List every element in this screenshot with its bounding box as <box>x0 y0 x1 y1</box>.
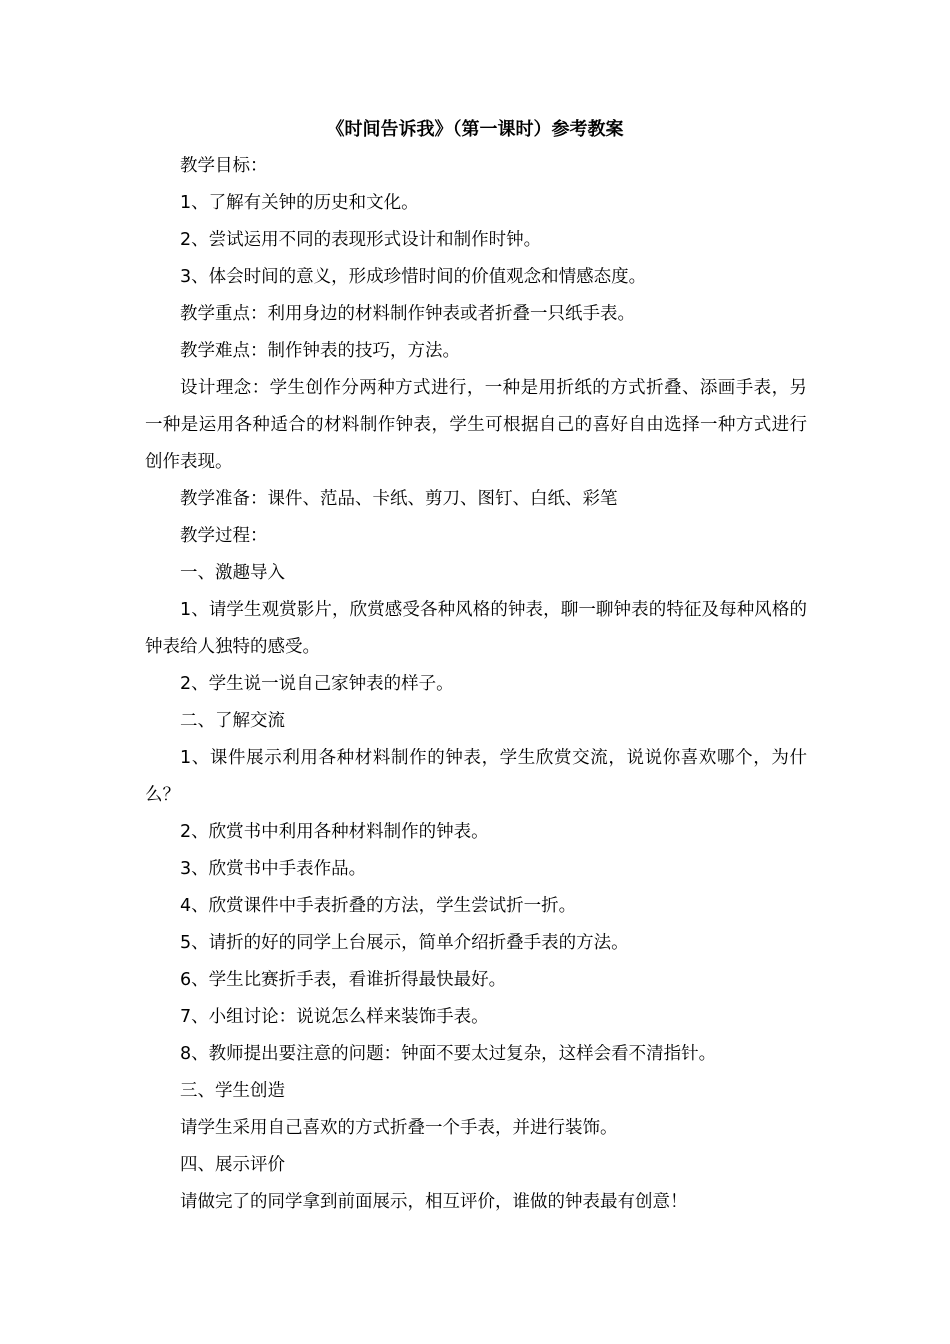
teaching-key-point: 教学重点：利用身边的材料制作钟表或者折叠一只纸手表。 <box>180 304 635 324</box>
objective-item-1: 1、了解有关钟的历史和文化。 <box>180 193 419 213</box>
section-2-item-3: 3、欣赏书中手表作品。 <box>180 859 367 879</box>
document-body <box>145 148 807 1221</box>
objective-item-2: 2、尝试运用不同的表现形式设计和制作时钟。 <box>180 230 542 250</box>
objective-item-3: 3、体会时间的意义，形成珍惜时间的价值观念和情感态度。 <box>180 267 647 287</box>
document-title: 《时间告诉我》（第一课时）参考教案 <box>326 119 624 140</box>
section-2-item-7: 7、小组讨论：说说怎么样来装饰手表。 <box>180 1007 489 1027</box>
section-1-item-2: 2、学生说一说自己家钟表的样子。 <box>180 674 454 694</box>
section-2-item-8: 8、教师提出要注意的问题：钟面不要太过复杂，这样会看不清指针。 <box>180 1044 717 1064</box>
section-3-text: 请学生采用自己喜欢的方式折叠一个手表，并进行装饰。 <box>180 1118 618 1138</box>
section-heading-1: 一、激趣导入 <box>180 563 285 583</box>
heading-teaching-process: 教学过程： <box>180 526 268 546</box>
section-2-item-4: 4、欣赏课件中手表折叠的方法，学生尝试折一折。 <box>180 896 577 916</box>
design-concept: 设计理念：学生创作分两种方式进行，一种是用折纸的方式折叠、添画手表，另一种是运用各种适合的材料制作钟表，学生可根据自己的喜好自由选择一种方式进行创作表现。 <box>145 378 807 472</box>
heading-teaching-objectives: 教学目标： <box>180 156 268 176</box>
section-1-item-1: 1、请学生观赏影片，欣赏感受各种风格的钟表，聊一聊钟表的特征及每种风格的钟表给人独特的感受。 <box>145 600 807 657</box>
section-4-text: 请做完了的同学拿到前面展示，相互评价，谁做的钟表最有创意！ <box>180 1192 688 1212</box>
section-2-item-1: 1、课件展示利用各种材料制作的钟表，学生欣赏交流，说说你喜欢哪个，为什么？ <box>145 748 807 805</box>
section-heading-3: 三、学生创造 <box>180 1081 285 1101</box>
section-2-item-2: 2、欣赏书中利用各种材料制作的钟表。 <box>180 822 489 842</box>
section-heading-4: 四、展示评价 <box>180 1155 285 1175</box>
teaching-difficulty: 教学难点：制作钟表的技巧，方法。 <box>180 341 460 361</box>
section-2-item-6: 6、学生比赛折手表，看谁折得最快最好。 <box>180 970 507 990</box>
section-heading-2: 二、了解交流 <box>180 711 285 731</box>
section-2-item-5: 5、请折的好的同学上台展示，简单介绍折叠手表的方法。 <box>180 933 629 953</box>
teaching-preparation: 教学准备：课件、范品、卡纸、剪刀、图钉、白纸、彩笔 <box>180 489 618 509</box>
